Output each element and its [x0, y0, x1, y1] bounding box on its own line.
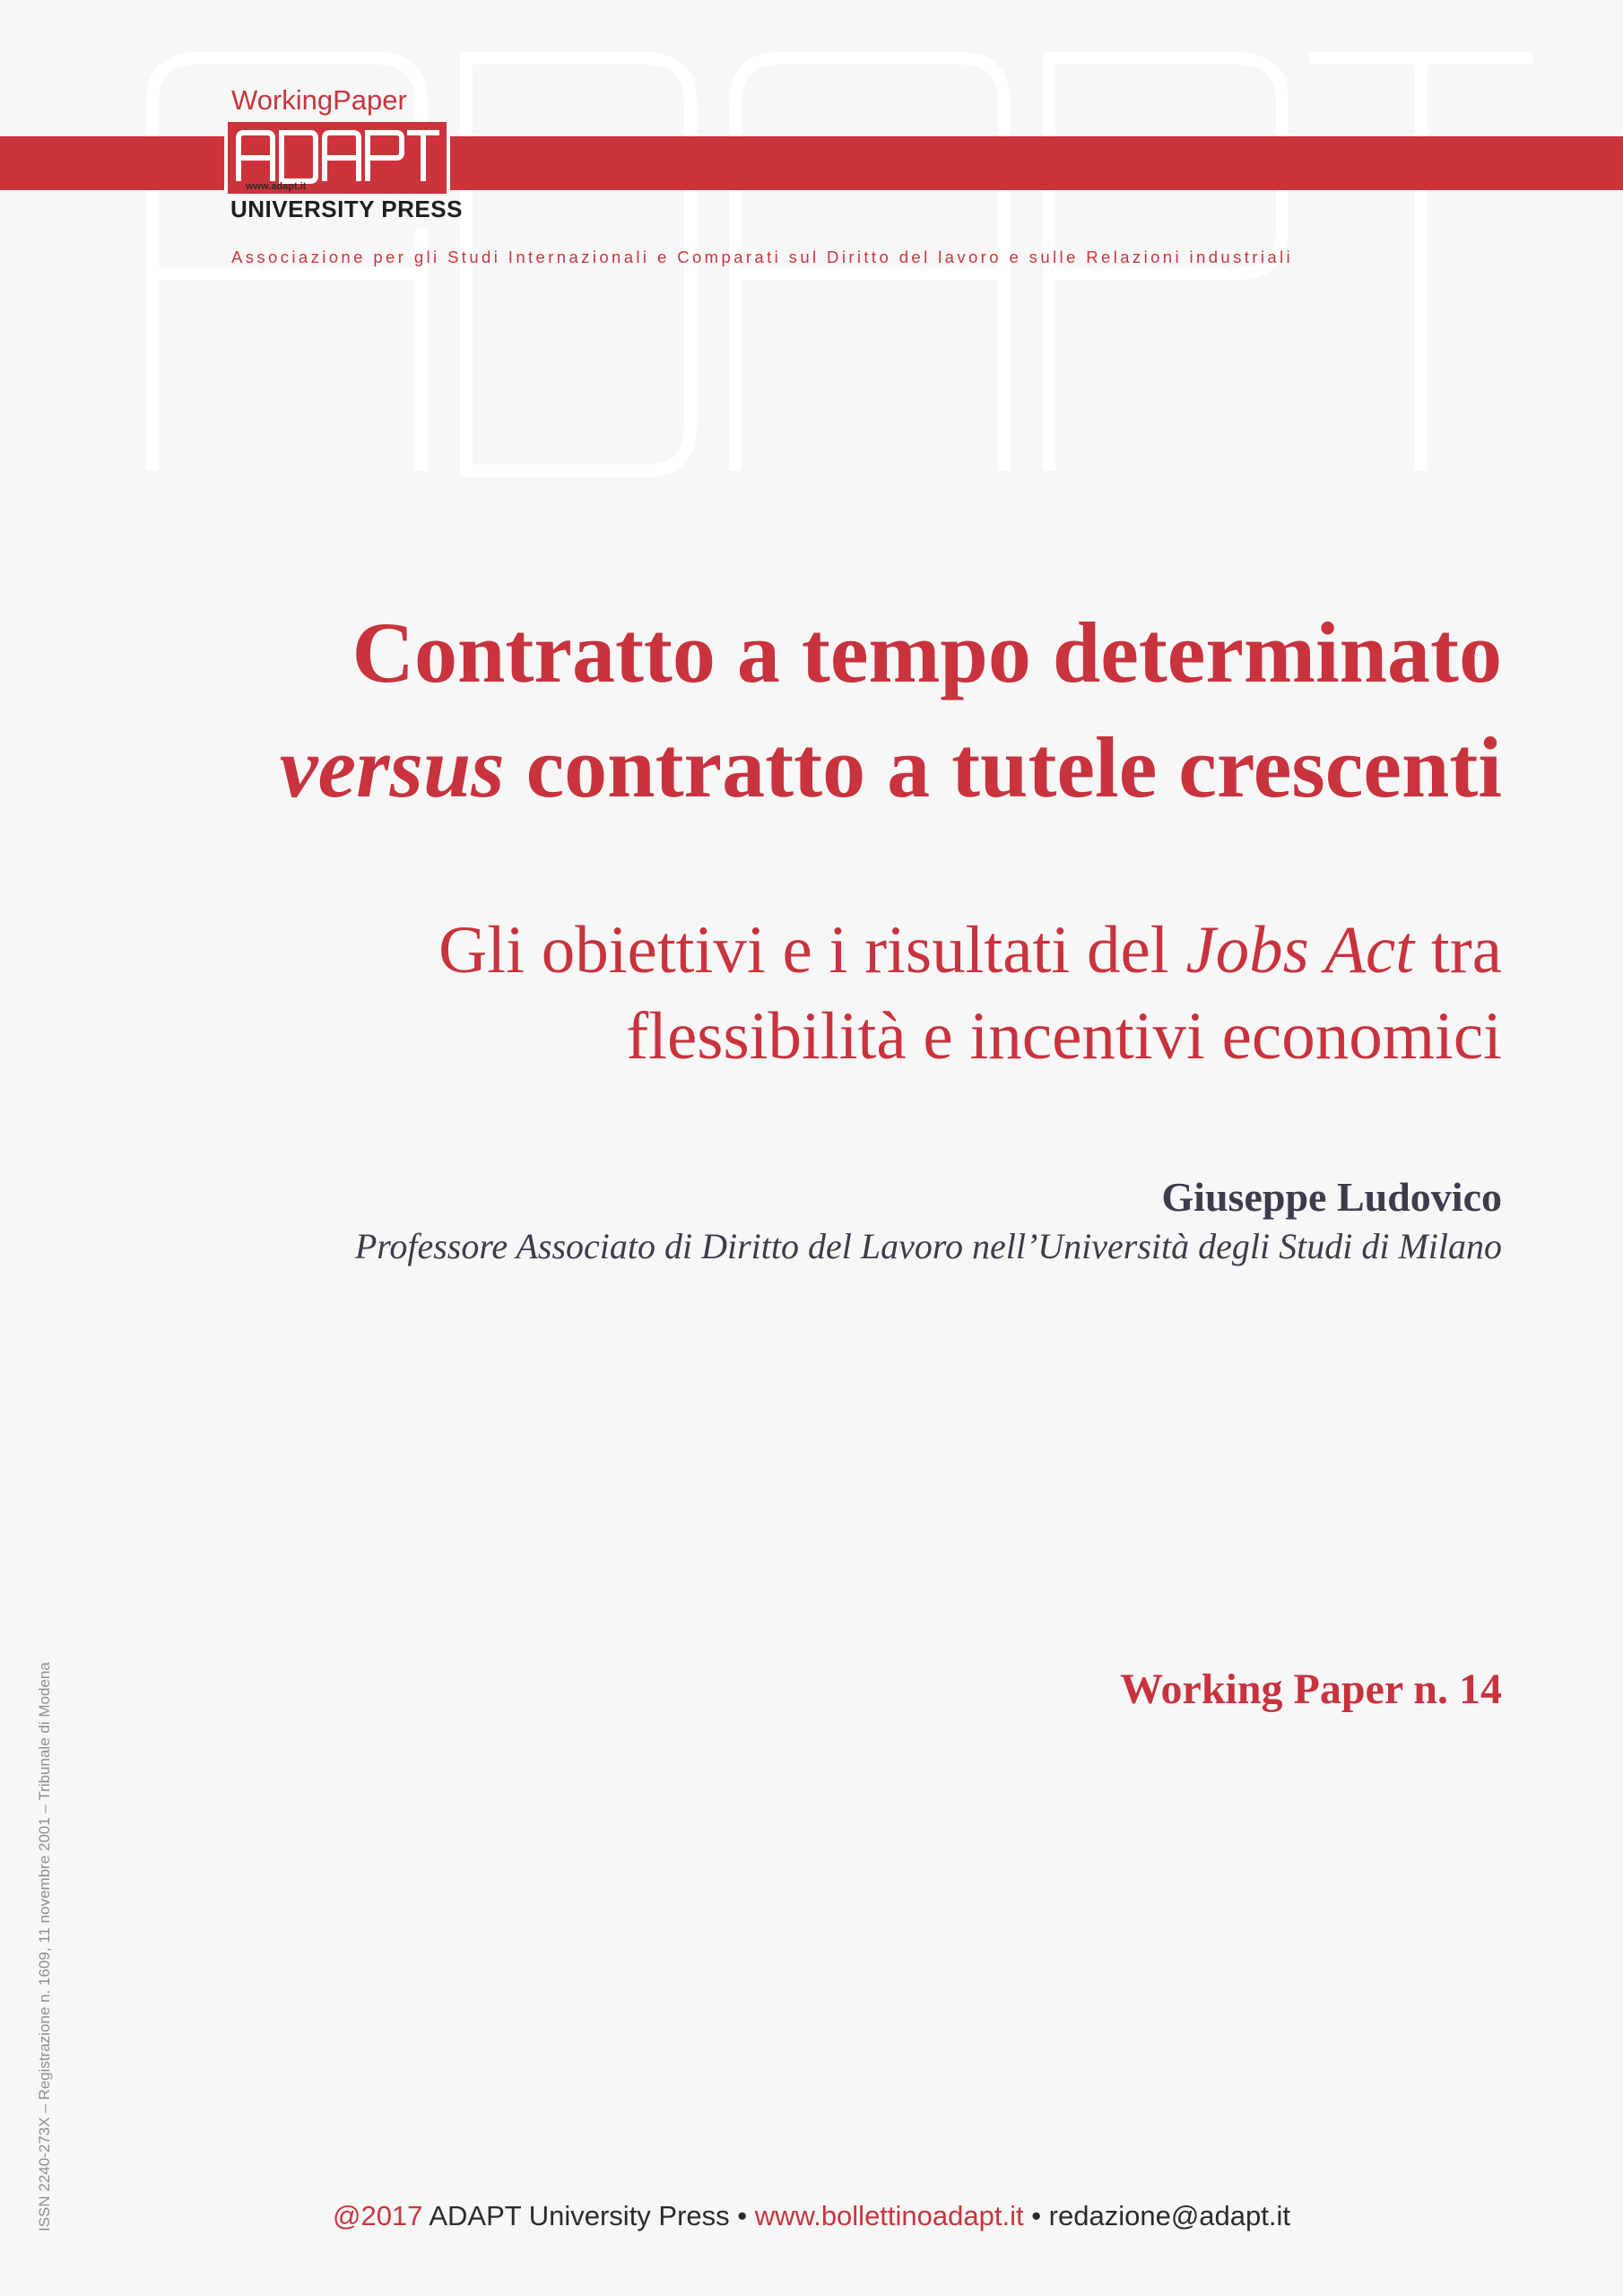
footer-email[interactable]: • redazione@adapt.it — [1023, 2200, 1290, 2231]
issn-registration-note: ISSN 2240-273X – Registrazione n. 1609, 11 novembre 2001 – Tribunale di Modena — [36, 1662, 53, 2231]
working-paper-label: WorkingPaper — [231, 84, 407, 116]
subtitle-line-1 — [438, 908, 1502, 994]
author-name: Giuseppe Ludovico — [1161, 1174, 1502, 1220]
association-tagline: Associazione per gli Studi Internazionali e Comparati sul Diritto del lavoro e sulle Relazioni industriali — [231, 248, 1294, 266]
title-line-2-rest: contratto a tutele crescenti — [504, 719, 1502, 815]
subtitle-italic: Jobs Act — [1185, 913, 1415, 987]
paper-subtitle — [438, 908, 1502, 1080]
footer-copyright: @2017 — [332, 2200, 423, 2231]
footer-website-link[interactable]: www.bollettinoadapt.it — [754, 2200, 1024, 2231]
title-line-1: Contratto a tempo determinato — [352, 604, 1502, 700]
footer-publisher: ADAPT University Press • — [422, 2200, 755, 2231]
subtitle-part-a: Gli obiettivi e i risultati del — [438, 913, 1186, 987]
title-italic-word: versus — [279, 719, 505, 815]
working-paper-number: Working Paper n. 14 — [1120, 1665, 1502, 1713]
subtitle-part-b: tra — [1414, 913, 1502, 987]
subtitle-line-2: flessibilità e incentivi economici — [626, 999, 1502, 1074]
logo-url: www.adapt.it — [246, 181, 307, 192]
logo-university-press: UNIVERSITY PRESS — [230, 196, 463, 222]
footer — [0, 2200, 1623, 2232]
title-line-2 — [280, 710, 1502, 825]
author-affiliation: Professore Associato di Diritto del Lavoro nell’Università degli Studi di Milano — [354, 1226, 1502, 1266]
paper-title — [280, 596, 1502, 825]
